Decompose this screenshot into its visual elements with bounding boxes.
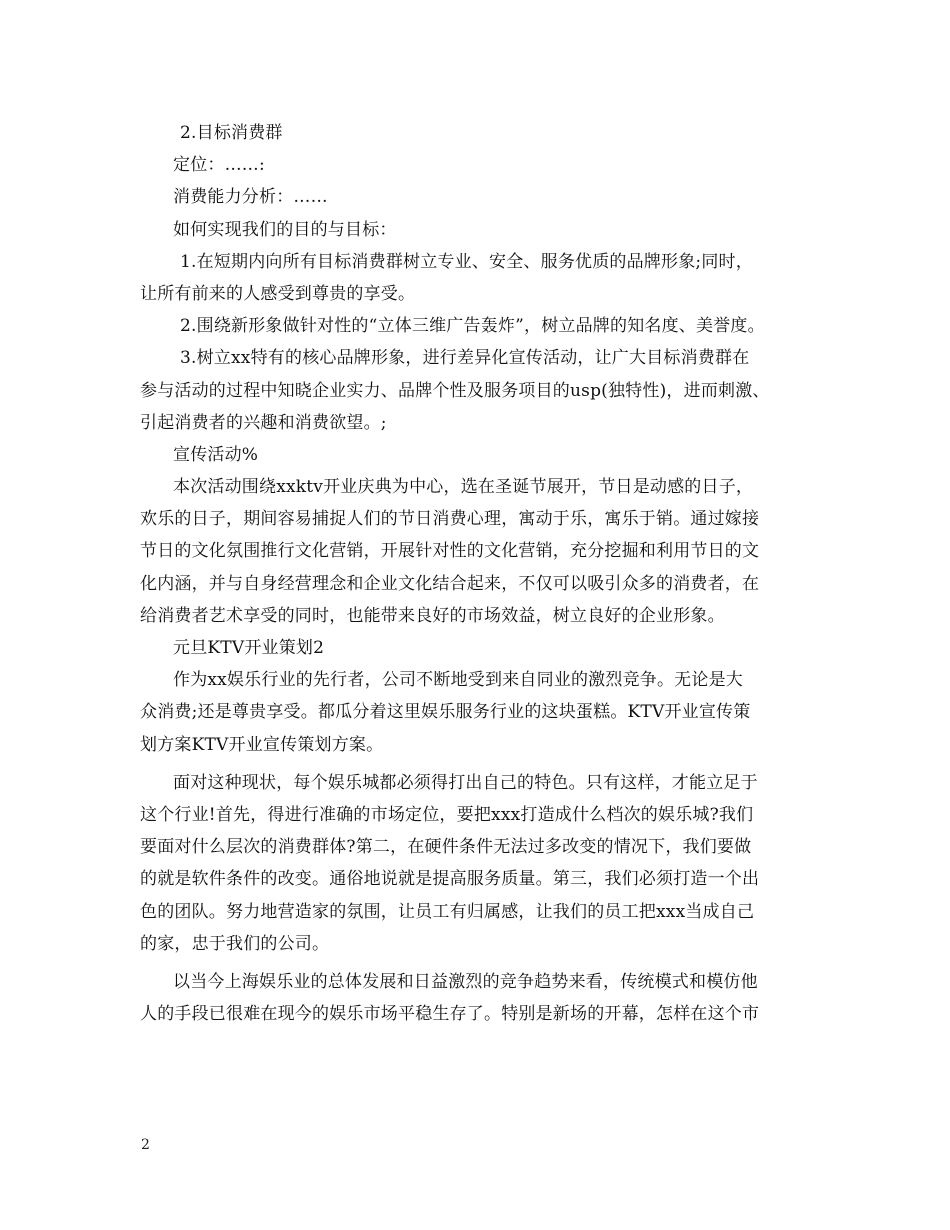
document-body (140, 117, 812, 1030)
text-line: 要面对什么层次的消费群体?第二，在硬件条件无法过多改变的情况下，我们要做 (140, 837, 752, 858)
text-line: 给消费者艺术享受的同时，也能带来良好的市场效益，树立良好的企业形象。 (140, 605, 725, 626)
text-line: 这个行业!首先，得进行准确的市场定位，要把xxx打造成什么档次的娱乐城?我们 (140, 804, 754, 825)
text-line: 2.围绕新形象做针对性的“立体三维广告轰炸”，树立品牌的知名度、美誉度。 (180, 316, 765, 337)
text-line: 人的手段已很难在现今的娱乐市场平稳生存了。特别是新场的开幕，怎样在这个市 (140, 1004, 760, 1025)
text-line: 色的团队。努力地营造家的氛围，让员工有归属感，让我们的员工把xxx当成自己 (140, 901, 755, 922)
text-line: 以当今上海娱乐业的总体发展和日益激烈的竞争趋势来看，传统模式和模仿他 (173, 971, 758, 992)
text-line: 引起消费者的兴趣和消费欲望。; (140, 412, 387, 433)
text-line: 消费能力分析：…… (173, 187, 328, 208)
text-line: 节日的文化氛围推行文化营销，开展针对性的文化营销，充分挖掘和利用节日的文 (140, 541, 760, 562)
text-line: 的就是软件条件的改变。通俗地说就是提高服务质量。第三，我们必须打造一个出 (140, 869, 760, 890)
text-line: 面对这种现状，每个娱乐城都必须得打出自己的特色。只有这样，才能立足于 (173, 772, 758, 793)
text-line: 定位：……: (173, 155, 265, 176)
page-number: 2 (141, 1137, 150, 1153)
section-heading: 宣传活动% (173, 444, 259, 465)
text-line: 如何实现我们的目的与目标： (173, 219, 397, 240)
text-line: 3.树立xx特有的核心品牌形象，进行差异化宣传活动，让广大目标消费群在 (180, 348, 750, 369)
text-line: 作为xx娱乐行业的先行者，公司不断地受到来自同业的激烈竞争。无论是大 (173, 670, 743, 691)
section-heading: 2.目标消费群 (180, 123, 283, 143)
text-line: 1.在短期内向所有目标消费群树立专业、安全、服务优质的品牌形象;同时， (180, 251, 753, 272)
text-line: 的家，忠于我们的公司。 (140, 933, 330, 954)
text-line: 众消费;还是尊贵享受。都瓜分着这里娱乐服务行业的这块蛋糕。KTV开业宣传策 (140, 702, 751, 723)
text-line: 让所有前来的人感受到尊贵的享受。 (140, 283, 416, 304)
text-line: 欢乐的日子，期间容易捕捉人们的节日消费心理，寓动于乐，寓乐于销。通过嫁接 (140, 509, 760, 530)
text-line: 划方案KTV开业宣传策划方案。 (140, 734, 384, 755)
text-line: 参与活动的过程中知晓企业实力、品牌个性及服务项目的usp(独特性)，进而刺激、 (140, 380, 770, 401)
text-line: 化内涵，并与自身经营理念和企业文化结合起来，不仅可以吸引众多的消费者，在 (140, 573, 760, 594)
section-heading: 元旦KTV开业策划2 (173, 638, 325, 658)
text-line: 本次活动围绕xxktv开业庆典为中心，选在圣诞节展开，节日是动感的日子， (173, 477, 754, 498)
